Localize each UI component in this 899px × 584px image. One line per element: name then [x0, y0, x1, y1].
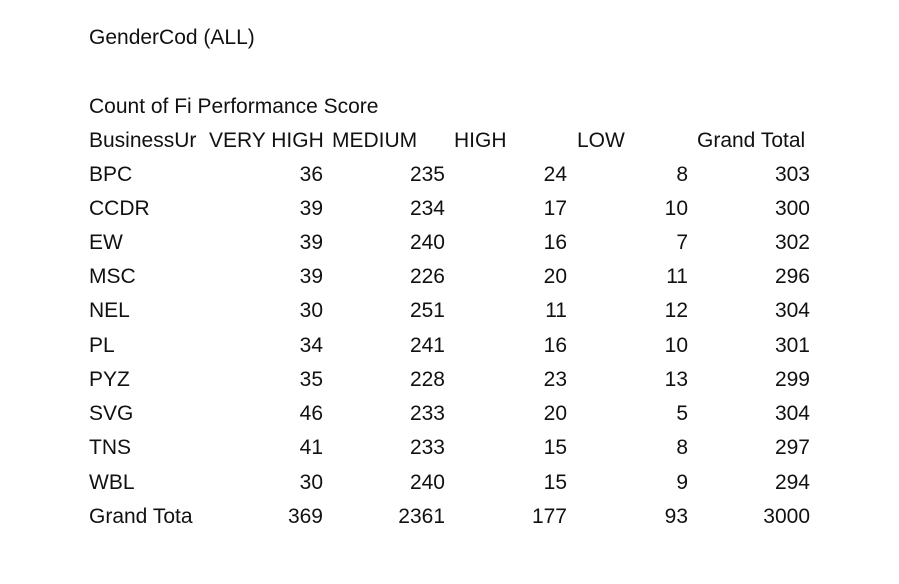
row-label[interactable]: WBL [89, 471, 135, 494]
value-cell[interactable]: 17 [543, 197, 567, 220]
grand-total-cell[interactable]: 369 [287, 505, 323, 528]
value-cell[interactable]: 20 [543, 402, 567, 425]
row-label[interactable]: EW [89, 231, 123, 254]
header-high[interactable]: HIGH [454, 129, 507, 152]
value-cell[interactable]: 16 [543, 231, 567, 254]
grand-total-cell[interactable]: 93 [664, 505, 688, 528]
value-cell[interactable]: 8 [676, 436, 688, 459]
value-cell[interactable]: 8 [676, 163, 688, 186]
row-label[interactable]: PYZ [89, 368, 130, 391]
value-cell[interactable]: 240 [409, 471, 445, 494]
row-total-cell[interactable]: 304 [774, 402, 810, 425]
value-cell[interactable]: 233 [409, 436, 445, 459]
value-cell[interactable]: 39 [299, 197, 323, 220]
value-cell[interactable]: 234 [409, 197, 445, 220]
header-medium[interactable]: MEDIUM [332, 129, 418, 152]
row-label[interactable]: TNS [89, 436, 131, 459]
value-cell[interactable]: 13 [664, 368, 688, 391]
header-grand-total[interactable]: Grand Total [697, 129, 806, 152]
filter-value[interactable]: (ALL) [203, 26, 255, 49]
grand-total-label[interactable]: Grand Tota [89, 505, 193, 528]
value-cell[interactable]: 34 [299, 334, 323, 357]
row-label[interactable]: NEL [89, 299, 130, 322]
row-label[interactable]: SVG [89, 402, 134, 425]
row-label[interactable]: MSC [89, 265, 136, 288]
value-cell[interactable]: 240 [409, 231, 445, 254]
row-total-cell[interactable]: 296 [774, 265, 810, 288]
row-label[interactable]: CCDR [89, 197, 150, 220]
value-cell[interactable]: 41 [299, 436, 323, 459]
value-cell[interactable]: 7 [676, 231, 688, 254]
value-cell[interactable]: 36 [299, 163, 323, 186]
row-total-cell[interactable]: 297 [774, 436, 810, 459]
header-business-unit[interactable]: BusinessUr [89, 129, 197, 152]
value-cell[interactable]: 241 [409, 334, 445, 357]
value-cell[interactable]: 20 [543, 265, 567, 288]
header-low[interactable]: LOW [577, 129, 625, 152]
row-label[interactable]: BPC [89, 163, 133, 186]
pivot-title: Count of Fi Performance Score [89, 95, 379, 118]
row-total-cell[interactable]: 303 [774, 163, 810, 186]
row-total-cell[interactable]: 299 [774, 368, 810, 391]
value-cell[interactable]: 12 [664, 299, 688, 322]
row-label[interactable]: PL [89, 334, 115, 357]
value-cell[interactable]: 9 [676, 471, 688, 494]
value-cell[interactable]: 15 [543, 471, 567, 494]
filter-label: GenderCod [89, 26, 198, 49]
value-cell[interactable]: 16 [543, 334, 567, 357]
grand-total-cell[interactable]: 2361 [398, 505, 445, 528]
value-cell[interactable]: 10 [664, 197, 688, 220]
row-total-cell[interactable]: 302 [774, 231, 810, 254]
grand-total-cell[interactable]: 177 [531, 505, 567, 528]
value-cell[interactable]: 10 [664, 334, 688, 357]
value-cell[interactable]: 35 [299, 368, 323, 391]
value-cell[interactable]: 15 [543, 436, 567, 459]
value-cell[interactable]: 23 [543, 368, 567, 391]
value-cell[interactable]: 226 [409, 265, 445, 288]
value-cell[interactable]: 251 [409, 299, 445, 322]
value-cell[interactable]: 39 [299, 231, 323, 254]
report-filter[interactable] [89, 26, 255, 50]
header-very-high[interactable]: VERY HIGH [209, 129, 324, 152]
value-cell[interactable]: 233 [409, 402, 445, 425]
row-total-cell[interactable]: 304 [774, 299, 810, 322]
row-total-cell[interactable]: 300 [774, 197, 810, 220]
value-cell[interactable]: 11 [545, 299, 567, 322]
value-cell[interactable]: 30 [299, 471, 323, 494]
value-cell[interactable]: 228 [409, 368, 445, 391]
value-cell[interactable]: 11 [666, 265, 688, 288]
value-cell[interactable]: 235 [409, 163, 445, 186]
value-cell[interactable]: 46 [299, 402, 323, 425]
row-total-cell[interactable]: 294 [774, 471, 810, 494]
grand-total-cell[interactable]: 3000 [763, 505, 810, 528]
value-cell[interactable]: 5 [676, 402, 688, 425]
row-total-cell[interactable]: 301 [774, 334, 810, 357]
value-cell[interactable]: 39 [299, 265, 323, 288]
value-cell[interactable]: 24 [543, 163, 567, 186]
value-cell[interactable]: 30 [299, 299, 323, 322]
